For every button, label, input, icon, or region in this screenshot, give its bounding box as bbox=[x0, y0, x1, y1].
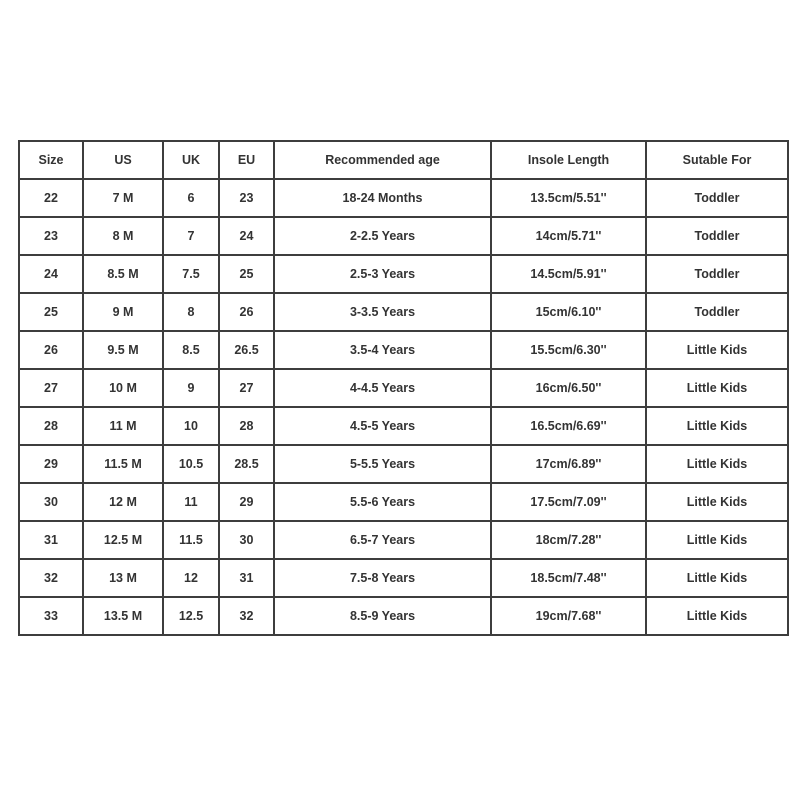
table-cell: 16.5cm/6.69'' bbox=[491, 407, 646, 445]
table-cell: Toddler bbox=[646, 255, 788, 293]
table-cell: 6 bbox=[163, 179, 219, 217]
table-row bbox=[19, 255, 788, 293]
table-cell: 15.5cm/6.30'' bbox=[491, 331, 646, 369]
table-row bbox=[19, 293, 788, 331]
table-cell: 8 M bbox=[83, 217, 163, 255]
column-header-sutable-for: Sutable For bbox=[646, 141, 788, 179]
table-cell: 31 bbox=[19, 521, 83, 559]
table-cell: 18.5cm/7.48'' bbox=[491, 559, 646, 597]
table-cell: 25 bbox=[219, 255, 274, 293]
table-cell: 16cm/6.50'' bbox=[491, 369, 646, 407]
table-cell: 19cm/7.68'' bbox=[491, 597, 646, 635]
table-cell: 26.5 bbox=[219, 331, 274, 369]
table-cell: 17.5cm/7.09'' bbox=[491, 483, 646, 521]
table-cell: 2-2.5 Years bbox=[274, 217, 491, 255]
table-cell: 5-5.5 Years bbox=[274, 445, 491, 483]
table-cell: Little Kids bbox=[646, 483, 788, 521]
table-cell: 12.5 bbox=[163, 597, 219, 635]
table-row bbox=[19, 407, 788, 445]
table-cell: Toddler bbox=[646, 293, 788, 331]
table-row bbox=[19, 331, 788, 369]
table-cell: Little Kids bbox=[646, 331, 788, 369]
table-cell: 6.5-7 Years bbox=[274, 521, 491, 559]
column-header-insole-length: Insole Length bbox=[491, 141, 646, 179]
table-row bbox=[19, 217, 788, 255]
table-cell: 8.5 bbox=[163, 331, 219, 369]
table-cell: 33 bbox=[19, 597, 83, 635]
table-cell: 10.5 bbox=[163, 445, 219, 483]
table-row bbox=[19, 597, 788, 635]
table-cell: 4.5-5 Years bbox=[274, 407, 491, 445]
table-cell: 27 bbox=[19, 369, 83, 407]
table-cell: 15cm/6.10'' bbox=[491, 293, 646, 331]
table-cell: 31 bbox=[219, 559, 274, 597]
table-cell: 5.5-6 Years bbox=[274, 483, 491, 521]
column-header-recommended-age: Recommended age bbox=[274, 141, 491, 179]
table-cell: 26 bbox=[19, 331, 83, 369]
table-cell: 8 bbox=[163, 293, 219, 331]
table-cell: 32 bbox=[19, 559, 83, 597]
table-cell: 9.5 M bbox=[83, 331, 163, 369]
table-cell: 7 bbox=[163, 217, 219, 255]
table-cell: 9 bbox=[163, 369, 219, 407]
table-cell: 9 M bbox=[83, 293, 163, 331]
table-cell: Little Kids bbox=[646, 407, 788, 445]
table-cell: 11 M bbox=[83, 407, 163, 445]
table-cell: 13.5 M bbox=[83, 597, 163, 635]
table-cell: 29 bbox=[219, 483, 274, 521]
table-cell: Little Kids bbox=[646, 445, 788, 483]
table-cell: 14.5cm/5.91'' bbox=[491, 255, 646, 293]
column-header-eu: EU bbox=[219, 141, 274, 179]
column-header-size: Size bbox=[19, 141, 83, 179]
table-cell: 2.5-3 Years bbox=[274, 255, 491, 293]
table-cell: 22 bbox=[19, 179, 83, 217]
table-cell: 11 bbox=[163, 483, 219, 521]
table-cell: 3.5-4 Years bbox=[274, 331, 491, 369]
table-cell: 7 M bbox=[83, 179, 163, 217]
table-row bbox=[19, 521, 788, 559]
table-cell: 4-4.5 Years bbox=[274, 369, 491, 407]
table-cell: 26 bbox=[219, 293, 274, 331]
table-cell: 14cm/5.71'' bbox=[491, 217, 646, 255]
table-cell: 18cm/7.28'' bbox=[491, 521, 646, 559]
table-cell: Toddler bbox=[646, 217, 788, 255]
table-row bbox=[19, 559, 788, 597]
table-cell: 12 M bbox=[83, 483, 163, 521]
table-cell: 12 bbox=[163, 559, 219, 597]
table-cell: 10 bbox=[163, 407, 219, 445]
table-cell: 29 bbox=[19, 445, 83, 483]
table-cell: 17cm/6.89'' bbox=[491, 445, 646, 483]
table-cell: 7.5-8 Years bbox=[274, 559, 491, 597]
table-cell: 24 bbox=[19, 255, 83, 293]
table-header-row bbox=[19, 141, 788, 179]
table-row bbox=[19, 445, 788, 483]
table-cell: 11.5 bbox=[163, 521, 219, 559]
table-cell: 18-24 Months bbox=[274, 179, 491, 217]
table-cell: 3-3.5 Years bbox=[274, 293, 491, 331]
table-cell: 30 bbox=[219, 521, 274, 559]
table-cell: 28.5 bbox=[219, 445, 274, 483]
table-cell: 27 bbox=[219, 369, 274, 407]
table-cell: 23 bbox=[219, 179, 274, 217]
column-header-us: US bbox=[83, 141, 163, 179]
table-cell: 13 M bbox=[83, 559, 163, 597]
size-chart-body bbox=[19, 179, 788, 635]
table-cell: 25 bbox=[19, 293, 83, 331]
table-cell: 7.5 bbox=[163, 255, 219, 293]
table-cell: 8.5 M bbox=[83, 255, 163, 293]
column-header-uk: UK bbox=[163, 141, 219, 179]
table-row bbox=[19, 483, 788, 521]
table-cell: Little Kids bbox=[646, 559, 788, 597]
table-cell: Little Kids bbox=[646, 597, 788, 635]
table-cell: 28 bbox=[19, 407, 83, 445]
table-cell: 10 M bbox=[83, 369, 163, 407]
table-row bbox=[19, 179, 788, 217]
table-row bbox=[19, 369, 788, 407]
table-cell: Toddler bbox=[646, 179, 788, 217]
table-cell: 30 bbox=[19, 483, 83, 521]
table-cell: 28 bbox=[219, 407, 274, 445]
table-cell: 12.5 M bbox=[83, 521, 163, 559]
table-cell: 23 bbox=[19, 217, 83, 255]
table-cell: 11.5 M bbox=[83, 445, 163, 483]
table-cell: 32 bbox=[219, 597, 274, 635]
table-cell: Little Kids bbox=[646, 369, 788, 407]
size-chart-table bbox=[18, 140, 789, 636]
table-cell: 24 bbox=[219, 217, 274, 255]
table-cell: Little Kids bbox=[646, 521, 788, 559]
table-cell: 8.5-9 Years bbox=[274, 597, 491, 635]
table-cell: 13.5cm/5.51'' bbox=[491, 179, 646, 217]
